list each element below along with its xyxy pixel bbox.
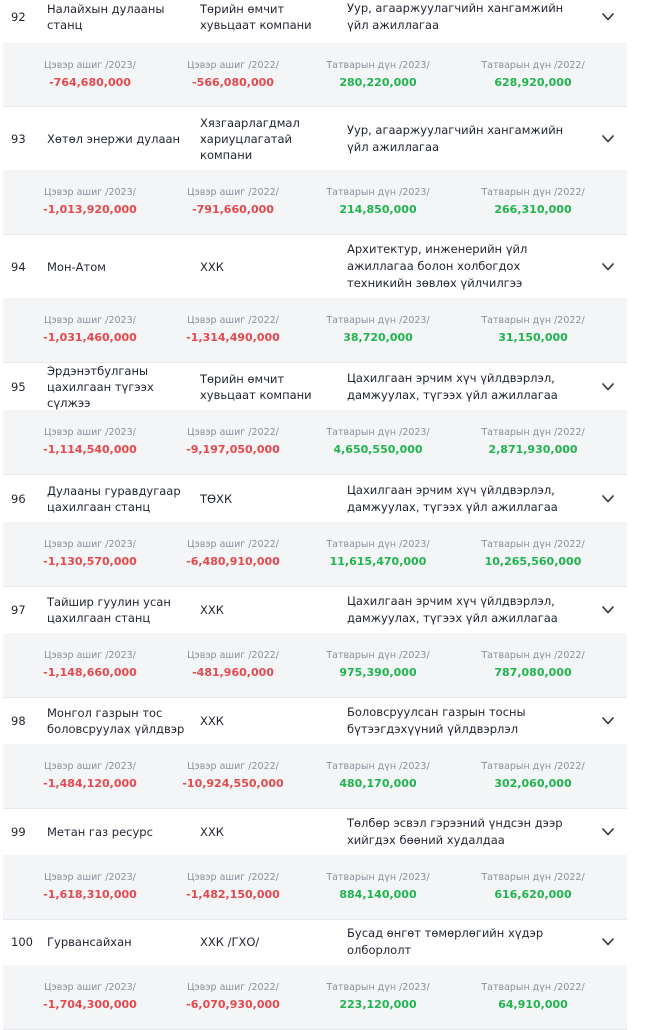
company-name: Метан газ ресурс [47,824,153,839]
tax-amount-2023 [303,186,453,218]
company-row[interactable] [3,697,627,744]
metric-value: 302,060,000 [494,777,572,790]
net-profit-2022 [158,538,308,570]
metric-label: Татварын дүн /2023/ [326,315,430,326]
metric-value: 975,390,000 [339,666,417,679]
company-entry [3,0,627,107]
metric-value: -1,314,490,000 [186,331,280,344]
business-activity: Боловсруулсан газрын тосны бүтээгдэхүүний үйлдвэрлэл [347,704,526,736]
metric-value: 787,080,000 [494,666,572,679]
tax-amount-2023 [303,871,453,903]
metric-label: Татварын дүн /2022/ [481,650,585,661]
net-profit-2022 [158,760,308,792]
company-row[interactable] [3,586,627,633]
tax-amount-2023 [303,314,453,346]
net-profit-2023 [15,760,165,792]
metric-value: 64,910,000 [498,998,568,1011]
metric-label: Цэвэр ашиг /2022/ [187,982,279,993]
metric-value: 266,310,000 [494,203,572,216]
chevron-down-icon[interactable] [601,262,615,272]
metric-label: Татварын дүн /2022/ [481,315,585,326]
tax-amount-2022 [458,760,608,792]
metric-value: -1,704,300,000 [43,998,137,1011]
company-name: Монгол газрын тос боловсруулах үйлдвэр [47,705,185,736]
business-activity: Цахилгаан эрчим хүч үйлдвэрлэл, дамжуулах, түгээх үйл ажиллагаа [347,370,558,402]
company-entry [3,235,627,363]
rank-number: 93 [11,131,26,146]
chevron-down-icon[interactable] [601,494,615,504]
rank-number: 96 [11,491,26,506]
metric-value: -481,960,000 [192,666,274,679]
metric-label: Цэвэр ашиг /2022/ [187,761,279,772]
company-entry [3,475,627,587]
metric-label: Татварын дүн /2022/ [481,982,585,993]
metric-label: Татварын дүн /2023/ [326,982,430,993]
metric-label: Татварын дүн /2023/ [326,187,430,198]
company-financials [3,43,627,106]
company-name: Мон-Атом [47,259,106,274]
company-financials [3,410,627,474]
organization-type: ХХК [200,602,224,617]
metric-label: Цэвэр ашиг /2023/ [44,187,136,198]
net-profit-2023 [15,649,165,681]
business-activity: Уур, агааржуулагчийн хангамжийн үйл ажиллагаа [347,122,564,154]
metric-value: -10,924,550,000 [182,777,284,790]
metric-value: 628,920,000 [494,75,572,89]
metric-value: -1,482,150,000 [186,888,280,901]
tax-amount-2023 [303,981,453,1013]
metric-value: -6,480,910,000 [186,555,280,568]
tax-amount-2022 [458,649,608,681]
net-profit-2022 [158,871,308,903]
tax-amount-2022 [458,59,608,91]
metric-value: 214,850,000 [339,203,417,216]
company-entry [3,107,627,235]
metric-value: 4,650,550,000 [333,443,423,456]
net-profit-2023 [15,186,165,218]
metric-value: 11,615,470,000 [329,555,427,568]
metric-label: Цэвэр ашиг /2022/ [187,872,279,883]
company-entry [3,363,627,475]
company-row[interactable] [3,235,627,298]
business-activity: Цахилгаан эрчим хүч үйлдвэрлэл, дамжуулах, түгээх үйл ажиллагаа [347,482,558,514]
metric-label: Цэвэр ашиг /2023/ [44,539,136,550]
metric-label: Татварын дүн /2022/ [481,872,585,883]
company-financials [3,965,627,1029]
metric-label: Цэвэр ашиг /2023/ [44,427,136,438]
metric-value: -1,484,120,000 [43,777,137,790]
metric-value: 38,720,000 [343,331,413,344]
net-profit-2023 [15,871,165,903]
net-profit-2023 [15,314,165,346]
company-name: Эрдэнэтбулганы цахилгаан түгээх сүлжээ [47,363,154,410]
metric-value: 480,170,000 [339,777,417,790]
metric-value: -1,114,540,000 [43,443,137,456]
rank-number: 97 [11,602,26,617]
company-row[interactable] [3,0,627,43]
business-activity: Бусад өнгөт төмөрлөгийн хүдэр олборлолт [347,926,544,957]
business-activity: Цахилгаан эрчим хүч үйлдвэрлэл, дамжуулах, түгээх үйл ажиллагаа [347,593,558,625]
metric-label: Татварын дүн /2023/ [326,872,430,883]
company-financials [3,744,627,808]
metric-label: Татварын дүн /2023/ [326,427,430,438]
tax-amount-2023 [303,59,453,91]
metric-value: 10,265,560,000 [484,555,582,568]
company-name: Налайхын дулааны станц [47,1,165,32]
net-profit-2022 [158,981,308,1013]
metric-value: 223,120,000 [339,998,417,1011]
metric-value: 616,620,000 [494,888,572,901]
rank-number: 98 [11,713,26,728]
rank-number: 100 [11,935,33,949]
business-activity: Уур, агааржуулагчийн хангамжийн үйл ажиллагаа [347,0,564,32]
net-profit-2022 [158,59,308,91]
chevron-down-icon[interactable] [601,827,615,837]
metric-label: Татварын дүн /2022/ [481,59,585,71]
metric-value: -764,680,000 [49,75,131,89]
organization-type: Төрийн өмчит хувьцаат компани [200,1,312,32]
rank-number: 95 [11,379,26,394]
company-entry [3,697,627,809]
organization-type: ХХК [200,713,224,728]
metric-label: Цэвэр ашиг /2023/ [44,59,136,71]
company-entry [3,919,627,1030]
metric-label: Татварын дүн /2023/ [326,59,430,71]
tax-amount-2023 [303,760,453,792]
net-profit-2022 [158,649,308,681]
metric-label: Татварын дүн /2022/ [481,187,585,198]
tax-amount-2022 [458,871,608,903]
net-profit-2022 [158,314,308,346]
company-row[interactable] [3,107,627,170]
tax-amount-2023 [303,538,453,570]
organization-type: ХХК [200,259,224,274]
metric-label: Цэвэр ашиг /2022/ [187,315,279,326]
organization-type: ХХК [200,824,224,839]
tax-amount-2023 [303,649,453,681]
metric-label: Цэвэр ашиг /2022/ [187,59,279,71]
tax-amount-2022 [458,186,608,218]
tax-amount-2022 [458,314,608,346]
metric-label: Цэвэр ашиг /2023/ [44,650,136,661]
metric-value: -566,080,000 [192,75,274,89]
company-financials [3,855,627,919]
company-name: Дулааны гуравдугаар цахилгаан станц [47,483,181,514]
net-profit-2022 [158,426,308,458]
company-name: Тайшир гуулин усан цахилгаан станц [47,594,171,625]
metric-label: Татварын дүн /2022/ [481,539,585,550]
metric-label: Цэвэр ашиг /2023/ [44,761,136,772]
metric-value: -1,130,570,000 [43,555,137,568]
metric-value: -9,197,050,000 [186,443,280,456]
metric-value: -791,660,000 [192,203,274,216]
tax-amount-2022 [458,538,608,570]
metric-label: Татварын дүн /2022/ [481,427,585,438]
tax-amount-2022 [458,981,608,1013]
metric-label: Татварын дүн /2023/ [326,761,430,772]
metric-value: 280,220,000 [339,75,417,89]
metric-value: -1,618,310,000 [43,888,137,901]
net-profit-2023 [15,59,165,91]
company-name: Гурвансайхан [47,935,132,949]
metric-label: Цэвэр ашиг /2022/ [187,539,279,550]
metric-label: Цэвэр ашиг /2022/ [187,427,279,438]
organization-type: ХХК /ГХО/ [200,935,260,949]
company-name: Хөтөл энержи дулаан [47,131,181,146]
metric-label: Цэвэр ашиг /2022/ [187,650,279,661]
chevron-down-icon[interactable] [601,937,615,947]
metric-label: Цэвэр ашиг /2022/ [187,187,279,198]
metric-label: Татварын дүн /2022/ [481,761,585,772]
metric-value: -1,148,660,000 [43,666,137,679]
company-financials [3,633,627,697]
company-entry [3,808,627,920]
metric-value: -1,013,920,000 [43,203,137,216]
tax-amount-2022 [458,426,608,458]
business-activity: Төлбөр эсвэл гэрээний үндсэн дээр хийгдэх бөөний худалдаа [347,815,563,847]
metric-label: Цэвэр ашиг /2023/ [44,982,136,993]
rank-number: 94 [11,259,26,274]
net-profit-2023 [15,538,165,570]
company-row[interactable] [3,808,627,855]
company-entry [3,586,627,698]
net-profit-2022 [158,186,308,218]
net-profit-2023 [15,426,165,458]
chevron-down-icon[interactable] [601,716,615,726]
net-profit-2023 [15,981,165,1013]
rank-number: 92 [11,9,26,24]
metric-label: Цэвэр ашиг /2023/ [44,315,136,326]
organization-type: Хязгаарлагдмал хариуцлагатай компани [200,115,300,162]
rank-number: 99 [11,824,26,839]
metric-label: Татварын дүн /2023/ [326,539,430,550]
metric-value: 2,871,930,000 [488,443,578,456]
company-financials [3,170,627,234]
tax-amount-2023 [303,426,453,458]
organization-type: Төрийн өмчит хувьцаат компани [200,371,312,402]
metric-label: Татварын дүн /2023/ [326,650,430,661]
company-row[interactable] [3,363,627,410]
metric-label: Цэвэр ашиг /2023/ [44,872,136,883]
company-financials [3,298,627,362]
organization-type: ТӨХК [200,491,233,506]
metric-value: -6,070,930,000 [186,998,280,1011]
company-row[interactable] [3,919,627,965]
metric-value: -1,031,460,000 [43,331,137,344]
chevron-down-icon[interactable] [601,12,615,22]
chevron-down-icon[interactable] [601,382,615,392]
metric-value: 884,140,000 [339,888,417,901]
business-activity: Архитектур, инженерийн үйл ажиллагаа болон холбогдох техникийн зөвлөх үйлчилгээ [347,242,528,290]
metric-value: 31,150,000 [498,331,568,344]
chevron-down-icon[interactable] [601,605,615,615]
company-financials [3,522,627,586]
company-row[interactable] [3,475,627,522]
chevron-down-icon[interactable] [601,134,615,144]
